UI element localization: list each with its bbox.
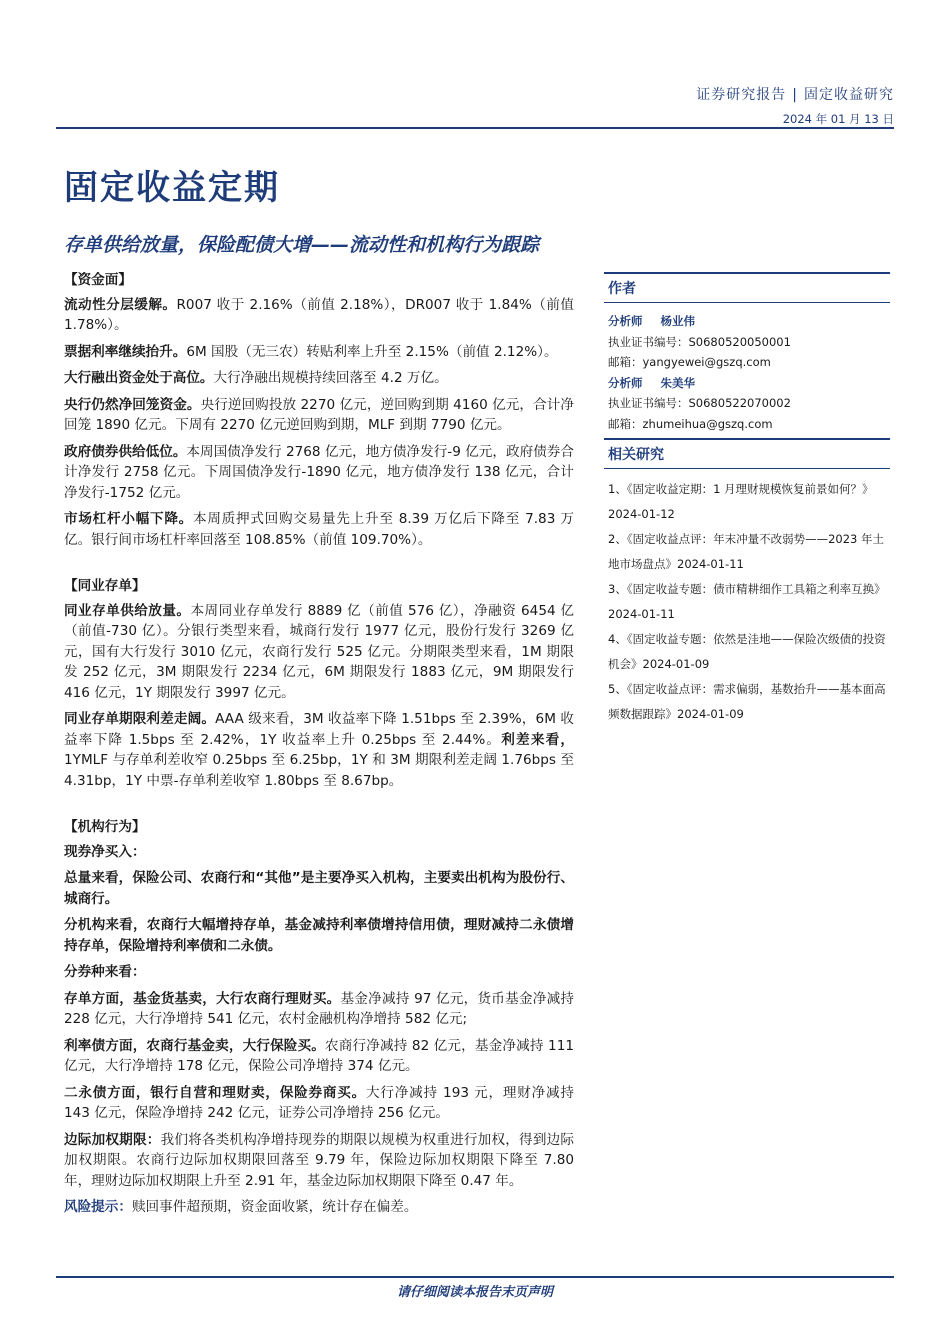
paragraph: 央行仍然净回笼资金。央行逆回购投放 2270 亿元，逆回购到期 4160 亿元，合计净回笼 1890 亿元。下周有 2270 亿元逆回购到期，MLF 到期 7790 亿元。 — [64, 396, 574, 433]
report-subcategory: 固定收益研究 — [804, 87, 894, 103]
authors-heading: 作者 — [604, 272, 890, 303]
report-category: 证券研究报告 — [696, 87, 787, 103]
paragraph: 二永债方面，银行自营和理财卖，保险券商买。大行净减持 193 元，理财净减持 143 亿元，保险净增持 242 亿元，证券公司净增持 256 亿元。 — [64, 1084, 574, 1121]
paragraph: 大行融出资金处于高位。大行净融出规模持续回落至 4.2 万亿。 — [64, 370, 448, 386]
analyst-2: 分析师 朱美华 — [608, 375, 695, 390]
risk-note: 风险提示：赎回事件超预期，资金面收紧，统计存在偏差。 — [64, 1199, 418, 1215]
paragraph: 同业存单供给放量。本周同业存单发行 8889 亿（前值 576 亿），净融资 6454 亿（前值-730 亿）。分银行类型来看，城商行发行 1977 亿元，股份行发行 3269 亿元，国有大行发行 3010 亿元，农商行发行 525 亿元。分期限类型来看，1M 期限发 252 亿元，3M 期限发行 2234 亿元，6M 期限发行 1883 亿元，9M 期限发行 416 亿元，1Y 期限发行 3997 亿元。 — [64, 602, 574, 701]
footer-divider — [56, 1276, 894, 1278]
analyst-1: 分析师 杨业伟 — [608, 314, 695, 328]
page-subtitle: 存单供给放量，保险配债大增——流动性和机构行为跟踪 — [64, 234, 540, 256]
paragraph: 利率债方面，农商行基金卖，大行保险买。农商行净减持 82 亿元，基金净减持 111 亿元，大行净增持 178 亿元，保险公司净增持 374 亿元。 — [64, 1037, 574, 1074]
page-title: 固定收益定期 — [64, 168, 280, 208]
related-item[interactable]: 1、《固定收益定期：1 月理财规模恢复前景如何？》 2024-01-12 — [608, 482, 874, 521]
paragraph: 流动性分层缓解。R007 收于 2.16%（前值 2.18%），DR007 收于 1.84%（前值 1.78%）。 — [64, 296, 575, 333]
sidebar — [604, 272, 890, 727]
related-item[interactable]: 2、《固定收益点评：年末冲量不改弱势——2023 年土 地市场盘点》2024-01-11 — [608, 532, 884, 571]
analyst-2-cert: 执业证书编号：S0680522070002 — [608, 396, 791, 410]
related-item[interactable]: 5、《固定收益点评：需求偏弱，基数抬升——基本面高 频数据跟踪》2024-01-09 — [608, 682, 886, 721]
section-heading-capital: 【资金面】 — [64, 272, 132, 288]
report-date: 2024 年 01 月 13 日 — [782, 112, 894, 126]
subheading: 分券种来看： — [64, 964, 146, 980]
header-divider — [56, 127, 894, 129]
paragraph: 同业存单期限利差走阔。AAA 级来看，3M 收益率下降 1.51bps 至 2.39%，6M 收益率下降 1.5bps 至 2.42%，1Y 收益率上升 0.25bps 至 2.44%。利差来看，1YMLF 与存单利差收窄 0.25bps 至 6.25bp，1Y 和 3M 期限利差走阔 1.76bps 至 4.31bp，1Y 中票-存单利差收窄 1.80bps 至 8.67bp。 — [64, 711, 574, 789]
subheading: 现券净买入： — [64, 843, 146, 860]
header-separator: | — [792, 87, 798, 103]
analyst-2-email[interactable]: 邮箱：zhumeihua@gszq.com — [608, 416, 773, 431]
related-heading: 相关研究 — [604, 438, 890, 469]
header-category — [696, 84, 894, 104]
paragraph: 市场杠杆小幅下降。本周质押式回购交易量先上升至 8.39 万亿后下降至 7.83 万亿。银行间市场杠杆率回落至 108.85%（前值 109.70%）。 — [64, 511, 575, 548]
related-item[interactable]: 3、《固定收益专题：债市精耕细作工具箱之利率互换》 2024-01-11 — [608, 582, 886, 621]
analyst-1-email[interactable]: 邮箱：yangyewei@gszq.com — [608, 355, 771, 369]
section-heading-cd: 【同业存单】 — [64, 578, 146, 594]
paragraph: 票据利率继续抬升。6M 国股（无三农）转贴利率上升至 2.15%（前值 2.12%）。 — [64, 343, 558, 360]
main-content — [64, 270, 574, 1224]
paragraph: 总量来看，保险公司、农商行和“其他”是主要净买入机构，主要卖出机构为股份行、城商行。 — [64, 870, 574, 907]
footer-disclaimer: 请仔细阅读本报告末页声明 — [396, 1285, 553, 1300]
analyst-1-cert: 执业证书编号：S0680520050001 — [608, 334, 791, 349]
related-item[interactable]: 4、《固定收益专题：依然是洼地——保险次级债的投资 机会》2024-01-09 — [608, 632, 886, 671]
paragraph: 分机构来看，农商行大幅增持存单，基金减持利率债增持信用债，理财减持二永债增持存单，保险增持利率债和二永债。 — [64, 917, 574, 954]
paragraph: 政府债券供给低位。本周国债净发行 2768 亿元，地方债净发行-9 亿元，政府债券合计净发行 2758 亿元。下周国债净发行-1890 亿元，地方债净发行 138 亿元，合计净发行-1752 亿元。 — [64, 443, 574, 501]
paragraph: 存单方面，基金货基卖，大行农商行理财买。基金净减持 97 亿元，货币基金净减持 228 亿元，大行净增持 541 亿元，农村金融机构净增持 582 亿元; — [64, 990, 574, 1027]
paragraph: 边际加权期限：我们将各类机构净增持现券的期限以规模为权重进行加权，得到边际加权期限。农商行边际加权期限回落至 9.79 年，保险边际加权期限下降至 7.80 年，理财边际加权期限上升至 2.91 年，基金边际加权期限下降至 0.47 年。 — [64, 1131, 575, 1189]
section-heading-institution: 【机构行为】 — [64, 819, 146, 835]
